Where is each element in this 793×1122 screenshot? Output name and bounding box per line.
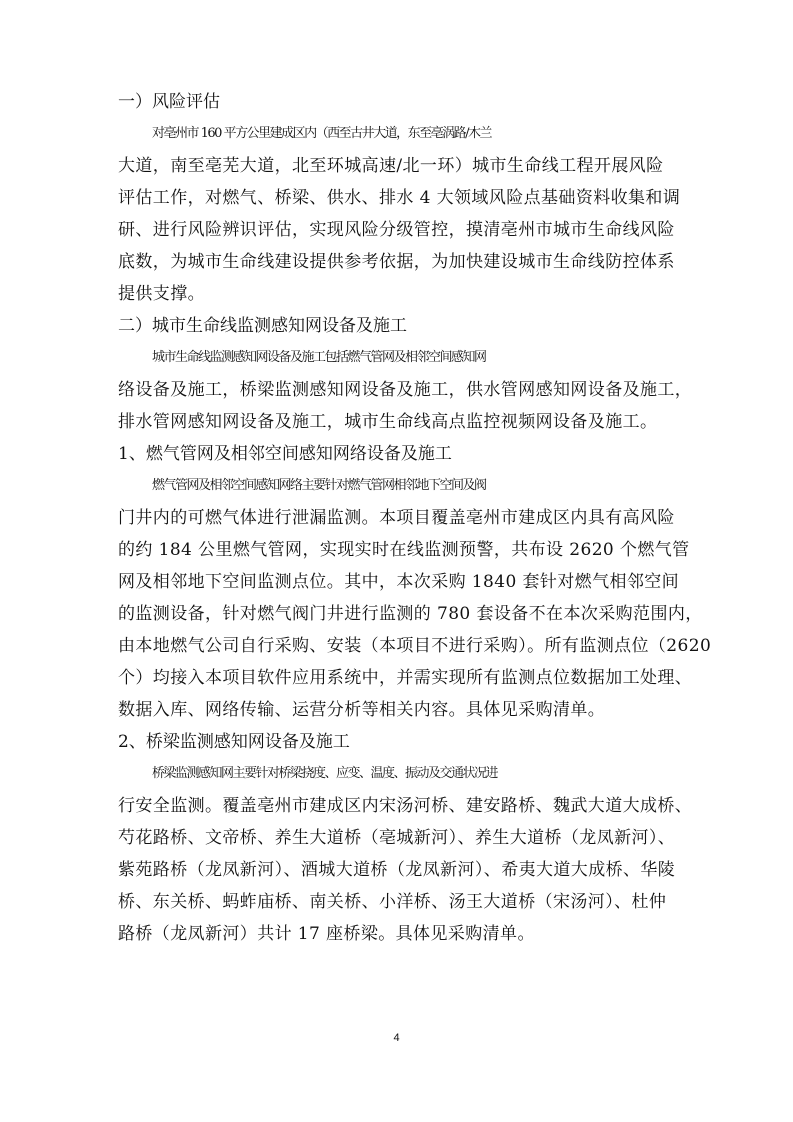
section-heading-lifeline-sensing-network: 二）城市生命线监测感知网设备及施工 <box>118 316 407 336</box>
paragraph-line: 由本地燃气公司自行采购、安装（本项目不进行采购）。所有监测点位（2620 <box>118 636 712 656</box>
paragraph-line: 提供支撑。 <box>118 284 205 304</box>
paragraph-line: 评估工作，对燃气、桥梁、供水、排水 4 大领域风险点基础资料收集和调 <box>118 188 681 208</box>
paragraph-line: 数据入库、网络传输、运营分析等相关内容。具体见采购清单。 <box>118 700 606 720</box>
paragraph-line: 络设备及施工，桥梁监测感知网设备及施工，供水管网感知网设备及施工， <box>118 380 693 400</box>
paragraph-line: 的约 184 公里燃气管网，实现实时在线监测预警，共布设 2620 个燃气管 <box>118 540 690 560</box>
paragraph-line: 桥梁监测感知网主要针对桥梁挠度、应变、温度、振动及交通状况进 <box>152 766 498 781</box>
paragraph-risk-assessment <box>118 118 716 310</box>
paragraph-line: 路桥（龙凤新河）共计 17 座桥梁。具体见采购清单。 <box>118 924 535 944</box>
paragraph-line: 紫苑路桥（龙凤新河）、酒城大道桥（龙凤新河）、希夷大道大成桥、华陵 <box>118 860 676 880</box>
paragraph-line: 行安全监测。覆盖亳州市建成区内宋汤河桥、建安路桥、魏武大道大成桥、 <box>118 796 693 816</box>
paragraph-line: 燃气管网及相邻空间感知网络主要针对燃气管网相邻地下空间及阀 <box>152 478 486 493</box>
section-heading-gas-network: 1、燃气管网及相邻空间感知网络设备及施工 <box>118 444 452 464</box>
paragraph-line: 城市生命线监测感知网设备及施工包括燃气管网及相邻空间感知网 <box>152 350 486 365</box>
paragraph-line: 个）均接入本项目软件应用系统中，并需实现所有监测点位数据加工处理、 <box>118 668 693 688</box>
paragraph-line: 网及相邻地下空间监测点位。其中，本次采购 1840 套针对燃气相邻空间 <box>118 572 680 592</box>
paragraph-line: 排水管网感知网设备及施工，城市生命线高点监控视频网设备及施工。 <box>118 412 658 432</box>
section-heading-risk-assessment: 一）风险评估 <box>118 92 220 112</box>
paragraph-line: 芍花路桥、文帝桥、养生大道桥（亳城新河）、养生大道桥（龙凤新河）、 <box>118 828 676 848</box>
paragraph-gas-network <box>118 470 716 726</box>
paragraph-bridge-monitoring <box>118 758 716 950</box>
paragraph-line: 的监测设备，针对燃气阀门井进行监测的 780 套设备不在本次采购范围内， <box>118 604 703 624</box>
paragraph-line: 大道，南至亳芜大道，北至环城高速/北一环）城市生命线工程开展风险 <box>118 156 664 176</box>
section-heading-bridge-monitoring: 2、桥梁监测感知网设备及施工 <box>118 732 350 752</box>
page-number: 4 <box>393 1032 400 1044</box>
paragraph-lifeline-sensing-network <box>118 342 716 438</box>
paragraph-line: 桥、东关桥、蚂蚱庙桥、南关桥、小洋桥、汤王大道桥（宋汤河）、杜仲 <box>118 892 667 912</box>
document-body <box>118 86 716 950</box>
paragraph-line: 底数，为城市生命线建设提供参考依据，为加快建设城市生命线防控体系 <box>118 252 675 272</box>
paragraph-line: 研、进行风险辨识评估，实现风险分级管控，摸清亳州市城市生命线风险 <box>118 220 675 240</box>
paragraph-line: 对亳州市 160 平方公里建成区内（西至古井大道，东至亳涡路/木兰 <box>152 126 491 141</box>
paragraph-line: 门井内的可燃气体进行泄漏监测。本项目覆盖亳州市建成区内具有高风险 <box>118 508 675 528</box>
